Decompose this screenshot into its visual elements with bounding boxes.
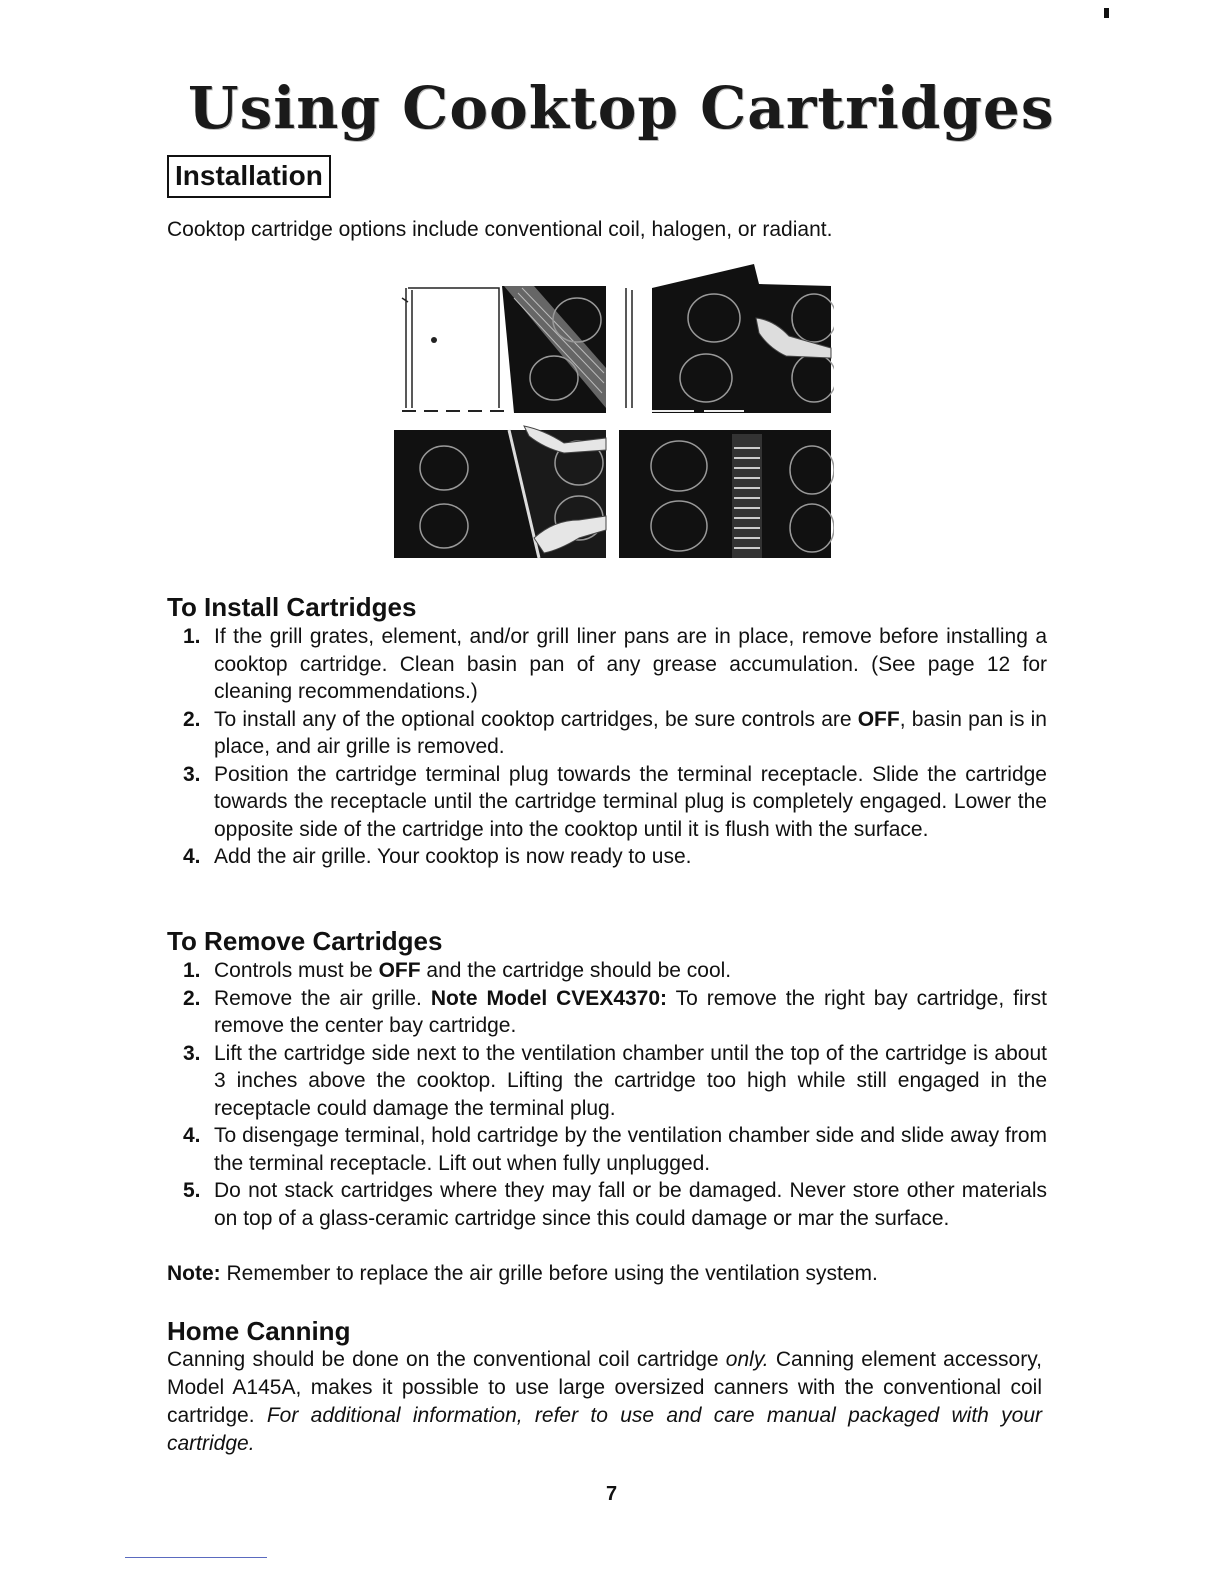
step-number: 4. [183, 845, 201, 868]
remove-steps-list [167, 957, 1047, 1232]
install-cartridges-heading: To Install Cartridges [167, 592, 417, 622]
page-title: Using Cooktop Cartridges [188, 74, 1055, 142]
page-corner-mark [1104, 8, 1109, 18]
remove-step: 1. Controls must be OFF and the cartridge should be cool. [167, 957, 1047, 985]
cartridge-installation-illustrations [394, 258, 834, 568]
footer-rule [125, 1557, 267, 1558]
step-number: 1. [183, 625, 201, 648]
step-number: 3. [183, 762, 201, 786]
step-number: 2. [183, 707, 201, 731]
install-step: 1. If the grill grates, element, and/or grill liner pans are in place, remove before installing a cooktop cartridge. Clean basin pan of any grease accumulation. (See page 12 for cleaning recommendations.) [183, 625, 1047, 703]
home-canning-text: Canning should be done on the conventional coil cartridge only. Canning element accessory, Model A145A, makes it possible to use large oversized canners with the conventional coil cartridge. For additional information, refer to use and care manual packaged with your cartridge. [167, 1348, 1043, 1455]
illustration-panel-1 [394, 286, 606, 413]
install-step: 2. To install any of the optional cooktop cartridges, be sure controls are OFF, basin pan is in place, and air grille is removed. [183, 707, 1047, 758]
step-number: 3. [183, 1041, 201, 1065]
page-number: 7 [606, 1483, 618, 1505]
remove-step: 5. Do not stack cartridges where they may fall or be damaged. Never store other materials on top of a glass-ceramic cartridge since this could damage or mar the surface. [183, 1179, 1047, 1230]
remove-cartridges-heading: To Remove Cartridges [167, 926, 443, 956]
home-canning-heading: Home Canning [167, 1316, 351, 1346]
step-number: 4. [183, 1124, 201, 1147]
illustration-panel-4 [619, 430, 834, 558]
air-grille-note [167, 1262, 1047, 1286]
note-label: Note: [167, 1262, 221, 1285]
remove-step: 4. To disengage terminal, hold cartridge by the ventilation chamber side and slide away from the terminal receptacle. Lift out when fully unplugged. [183, 1124, 1047, 1175]
installation-intro: Cooktop cartridge options include conventional coil, halogen, or radiant. [167, 218, 833, 241]
installation-heading: Installation [167, 155, 331, 198]
step-number: 1. [183, 959, 201, 982]
install-step: 4. Add the air grille. Your cooktop is now ready to use. [167, 843, 1047, 871]
install-steps-list [167, 623, 1047, 871]
step-number: 2. [183, 986, 201, 1010]
illustration-panel-2 [619, 264, 834, 413]
note-text: Remember to replace the air grille before using the ventilation system. [220, 1262, 878, 1285]
remove-step: 3. Lift the cartridge side next to the ventilation chamber until the top of the cartridge is about 3 inches above the cooktop. Lifting the cartridge too high while still engaged in the receptacle could damage the terminal plug. [183, 1041, 1047, 1120]
step-number: 5. [183, 1179, 201, 1202]
remove-step: 2. Remove the air grille. Note Model CVEX4370: To remove the right bay cartridge, first remove the center bay cartridge. [183, 986, 1047, 1037]
illustration-panel-3 [394, 426, 606, 558]
install-step: 3. Position the cartridge terminal plug towards the terminal receptacle. Slide the cartridge towards the receptacle until the cartridge terminal plug is completely engaged. Lower the opposite side of the cartridge into the cooktop until it is flush with the surface. [183, 762, 1047, 841]
